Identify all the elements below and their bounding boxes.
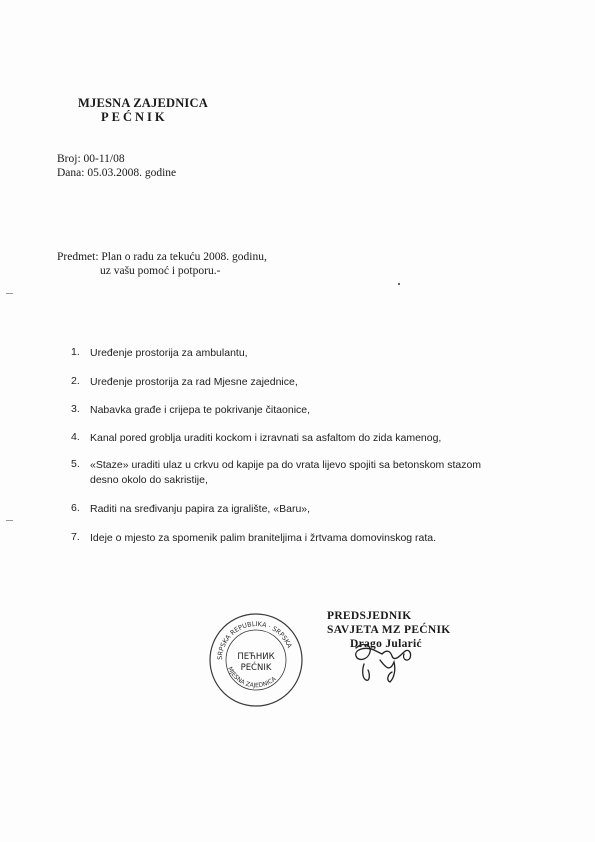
scan-speck <box>398 283 400 285</box>
list-item-text: Kanal pored groblja uraditi kockom i izravnati sa asfaltom do zida kamenog, <box>90 432 442 444</box>
list-item-number: 6. <box>71 502 80 514</box>
list-item-text: Uređenje prostorija za rad Mjesne zajednice, <box>90 376 298 388</box>
margin-mark <box>6 293 13 294</box>
list-item-number: 3. <box>71 403 80 415</box>
document-number: Broj: 00-11/08 <box>57 153 125 165</box>
stamp-ring-text: SRPSKA REPUBLIKA · SRPSKA <box>215 619 294 661</box>
list-item-text-line-2: desno okolo do sakristije, <box>90 474 208 486</box>
list-item-number: 4. <box>71 431 80 443</box>
subject-line-2: uz vašu pomoć i potporu.- <box>100 265 221 277</box>
document-date: Dana: 05.03.2008. godine <box>57 167 177 179</box>
signatory-council: SAVJETA MZ PEĆNIK <box>327 624 451 636</box>
margin-mark <box>6 520 13 521</box>
list-item-number: 7. <box>71 531 80 543</box>
stamp-bottom-text: MJESNA ZAJEDNICA <box>226 665 278 690</box>
list-item-number: 2. <box>71 375 80 387</box>
signatory-title: PREDSJEDNIK <box>327 610 412 622</box>
organization-name: MJESNA ZAJEDNICA <box>78 96 208 110</box>
list-item-text: Ideje o mjesto za spomenik palim braniteljima i žrtvama domovinskog rata. <box>90 532 437 544</box>
signatory-name: Drago Jularić <box>350 638 422 650</box>
list-item-text: Nabavka građe i crijepa te pokrivanje čitaonice, <box>90 404 311 416</box>
subject-block <box>57 250 267 278</box>
list-item-number: 1. <box>71 346 80 358</box>
list-item-text: Uređenje prostorija za ambulantu, <box>90 347 248 359</box>
organization-place: PEĆNIK <box>101 110 168 124</box>
stamp-center-latin: PEĆNIK <box>240 663 272 673</box>
subject-line-1: Predmet: Plan o radu za tekuću 2008. godinu, <box>57 251 267 263</box>
list-item-text: Raditi na sređivanju papira za igralište, «Baru», <box>90 503 311 515</box>
list-item-number: 5. <box>71 458 80 470</box>
handwritten-signature <box>350 640 430 685</box>
list-item-text-line-1: «Staze» uraditi ulaz u crkvu od kapije pa do vrata lijevo spojiti sa betonskom stazom <box>90 459 482 471</box>
official-stamp <box>208 612 304 708</box>
stamp-center-cyrillic: ПЕЋНИК <box>237 652 275 662</box>
